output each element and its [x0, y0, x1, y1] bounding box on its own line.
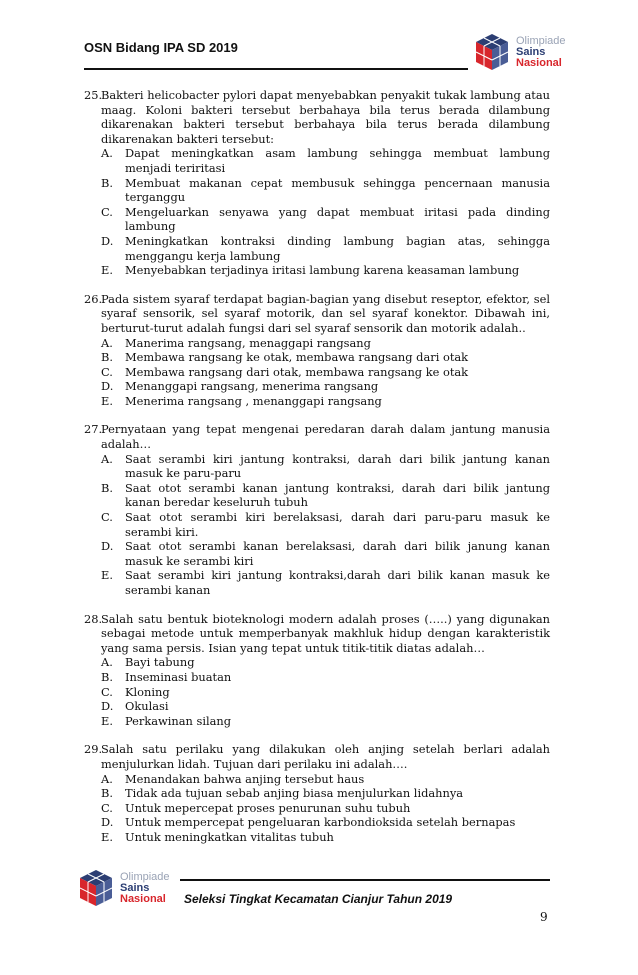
- option-e: [101, 394, 550, 409]
- option-d: [101, 234, 550, 263]
- option-letter: C.: [101, 204, 113, 219]
- option-letter: C.: [101, 684, 113, 699]
- option-text: Meningkatkan kontraksi dinding lambung bagian atas, sehingga menggangu kerja lambung: [125, 233, 550, 263]
- osn-logo-footer: [76, 868, 170, 908]
- option-letter: C.: [101, 800, 113, 815]
- option-c: [101, 205, 550, 234]
- option-text: Menandakan bahwa anjing tersebut haus: [125, 771, 365, 786]
- option-text: Bayi tabung: [125, 655, 195, 670]
- question-number: 26.: [84, 291, 103, 306]
- option-text: Menyebabkan terjadinya iritasi lambung karena keasaman lambung: [125, 263, 520, 278]
- question-29: [84, 742, 550, 844]
- logo-line-nasional: Nasional: [120, 892, 166, 905]
- option-text: Perkawinan silang: [125, 713, 232, 728]
- option-d: [101, 699, 550, 714]
- option-text: Menanggapi rangsang, menerima rangsang: [125, 379, 379, 394]
- question-27: [84, 422, 550, 597]
- option-text: Kloning: [125, 684, 170, 699]
- option-letter: D.: [101, 379, 114, 394]
- option-text: Membawa rangsang dari otak, membawa rangsang ke otak: [125, 364, 469, 379]
- option-text: Okulasi: [125, 699, 169, 714]
- option-text: Untuk mempercepat pengeluaran karbondioksida setelah bernapas: [125, 815, 516, 830]
- option-b: [101, 786, 550, 801]
- option-letter: C.: [101, 510, 113, 525]
- option-letter: E.: [101, 393, 113, 408]
- option-letter: B.: [101, 480, 113, 495]
- option-letter: A.: [101, 451, 113, 466]
- option-text: Tidak ada tujuan sebab anjing biasa menjulurkan lidahnya: [125, 786, 464, 801]
- logo-line-nasional: Nasional: [516, 56, 562, 69]
- option-a: [101, 452, 550, 481]
- option-text: Untuk mepercepat proses penurunan suhu tubuh: [125, 800, 411, 815]
- question-26: [84, 292, 550, 409]
- question-text: Bakteri helicobacter pylori dapat menyebabkan penyakit tukak lambung atau maag. Koloni bakteri tersebut berbahaya bila terus berada dilambung dikarenakan bakteri tersebut berbahaya bila terus berada dilambung dikarenakan bakteri tersebut:: [101, 88, 550, 146]
- question-list: [84, 88, 550, 859]
- footer-text: Seleksi Tingkat Kecamatan Cianjur Tahun 2019: [184, 892, 453, 906]
- cube-logo-icon: [76, 868, 116, 908]
- option-letter: E.: [101, 568, 113, 583]
- footer-divider: [180, 879, 550, 881]
- logo-line-olimpiade: Olimpiade: [516, 34, 566, 47]
- option-letter: D.: [101, 539, 114, 554]
- logo-line-sains: Sains: [516, 45, 546, 58]
- option-text: Membawa rangsang ke otak, membawa rangsang dari otak: [125, 350, 469, 365]
- option-b: [101, 481, 550, 510]
- option-c: [101, 365, 550, 380]
- option-a: [101, 336, 550, 351]
- option-e: [101, 568, 550, 597]
- option-e: [101, 714, 550, 729]
- question-text: Pernyataan yang tepat mengenai peredaran darah dalam jantung manusia adalah…: [101, 422, 550, 452]
- option-text: Saat otot serambi kanan berelaksasi, darah dari bilik janung kanan masuk ke serambi kiri: [125, 539, 550, 568]
- option-e: [101, 263, 550, 278]
- option-a: [101, 655, 550, 670]
- option-text: Membuat makanan cepat membusuk sehingga pencernaan manusia terganggu: [125, 175, 550, 205]
- option-text: Saat otot serambi kiri berelaksasi, darah dari paru-paru masuk ke serambi kiri.: [125, 510, 550, 539]
- option-letter: B.: [101, 786, 113, 801]
- option-b: [101, 350, 550, 365]
- option-text: Untuk meningkatkan vitalitas tubuh: [125, 829, 334, 844]
- option-c: [101, 685, 550, 700]
- option-text: Inseminasi buatan: [125, 669, 232, 684]
- option-text: Mengeluarkan senyawa yang dapat membuat iritasi pada dinding lambung: [125, 204, 550, 234]
- option-text: Saat serambi kiri jantung kontraksi,darah dari bilik kanan masuk ke serambi kanan: [125, 568, 550, 597]
- option-letter: D.: [101, 815, 114, 830]
- page-number: 9: [540, 910, 548, 924]
- osn-logo-header: [472, 32, 566, 72]
- question-number: 28.: [84, 611, 103, 626]
- question-number: 27.: [84, 422, 103, 437]
- option-letter: A.: [101, 771, 113, 786]
- option-a: [101, 146, 550, 175]
- option-letter: E.: [101, 713, 113, 728]
- option-text: Dapat meningkatkan asam lambung sehingga membuat lambung menjadi teriritasi: [125, 146, 550, 175]
- option-letter: B.: [101, 175, 113, 190]
- option-letter: B.: [101, 669, 113, 684]
- cube-logo-icon: [472, 32, 512, 72]
- option-e: [101, 830, 550, 845]
- option-a: [101, 772, 550, 787]
- option-letter: D.: [101, 233, 114, 248]
- logo-line-sains: Sains: [120, 881, 150, 894]
- option-d: [101, 379, 550, 394]
- option-letter: E.: [101, 263, 113, 278]
- logo-line-olimpiade: Olimpiade: [120, 870, 170, 883]
- option-letter: A.: [101, 655, 113, 670]
- option-b: [101, 670, 550, 685]
- option-d: [101, 539, 550, 568]
- option-text: Menerima rangsang , menanggapi rangsang: [125, 393, 382, 408]
- option-letter: A.: [101, 335, 113, 350]
- option-d: [101, 815, 550, 830]
- option-text: Saat serambi kiri jantung kontraksi, darah dari bilik jantung kanan masuk ke paru-paru: [125, 451, 550, 481]
- option-letter: C.: [101, 364, 113, 379]
- question-text: Pada sistem syaraf terdapat bagian-bagian yang disebut reseptor, efektor, sel syaraf sensorik, sel syaraf motorik, dan sel syaraf konektor. Dibawah ini, berturut-turut adalah fungsi dari sel syaraf sensorik dan motorik adalah..: [101, 291, 550, 335]
- question-text: Salah satu bentuk bioteknologi modern adalah proses (…..) yang digunakan sebagai metode untuk memperbanyak makhluk hidup dengan karakteristik yang sama persis. Isian yang tepat untuk titik-titik diatas adalah…: [101, 611, 550, 655]
- question-number: 29.: [84, 742, 103, 757]
- option-c: [101, 801, 550, 816]
- option-b: [101, 176, 550, 205]
- header-title: OSN Bidang IPA SD 2019: [84, 40, 238, 55]
- question-25: [84, 88, 550, 278]
- option-letter: E.: [101, 829, 113, 844]
- option-text: Saat otot serambi kanan jantung kontraksi, darah dari bilik jantung kanan beredar keseluruh tubuh: [125, 480, 550, 510]
- option-letter: B.: [101, 350, 113, 365]
- question-28: [84, 612, 550, 729]
- option-letter: A.: [101, 146, 113, 161]
- option-c: [101, 510, 550, 539]
- question-number: 25.: [84, 88, 103, 102]
- option-text: Manerima rangsang, menaggapi rangsang: [125, 335, 371, 350]
- header-divider: [84, 68, 468, 70]
- option-letter: D.: [101, 699, 114, 714]
- question-text: Salah satu perilaku yang dilakukan oleh anjing setelah berlari adalah menjulurkan lidah. Tujuan dari perilaku ini adalah….: [101, 742, 550, 771]
